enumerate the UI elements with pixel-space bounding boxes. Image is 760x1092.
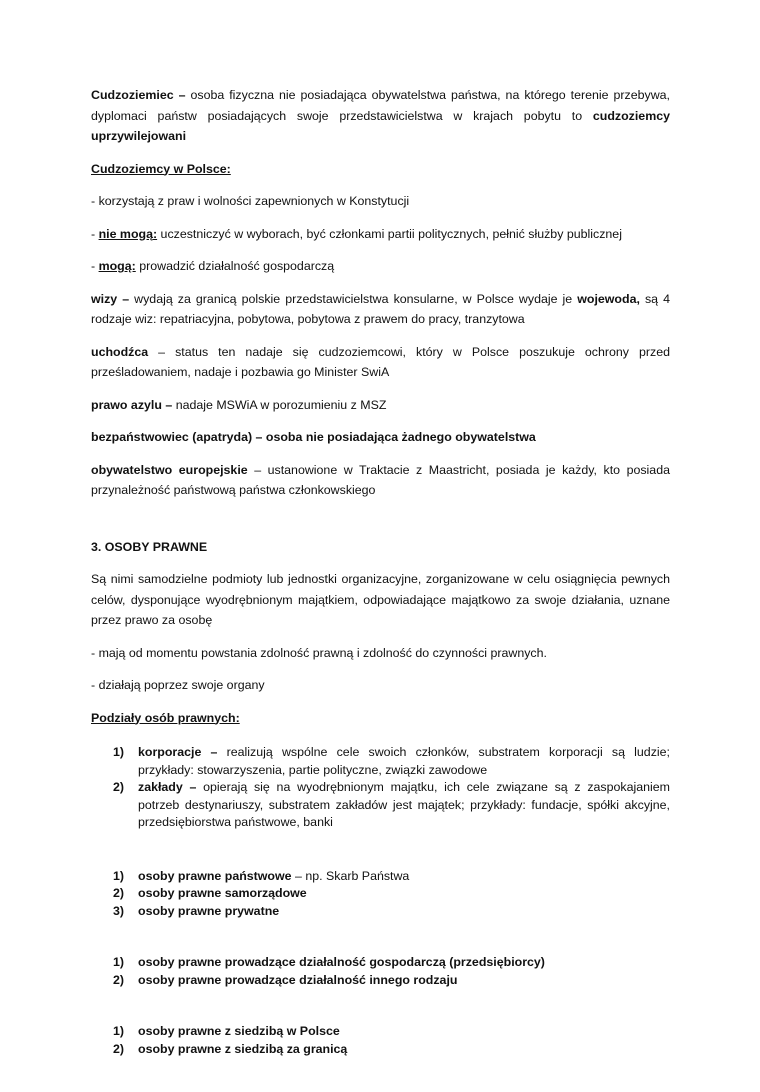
paragraph-prawo-azylu <box>91 395 670 416</box>
list-item <box>91 1041 670 1059</box>
list-item: - mają od momentu powstania zdolność prawną i zdolność do czynności prawnych. <box>91 645 547 660</box>
item-term: osoby prawne samorządowe <box>138 886 307 900</box>
list-item: - korzystają z praw i wolności zapewnionych w Konstytucji <box>91 194 410 208</box>
term-uchodzca: uchodźca <box>91 344 149 359</box>
paragraph-text: nadaje MSWiA w porozumieniu z MSZ <box>172 397 387 412</box>
paragraph-bezpanstwowiec <box>91 427 670 448</box>
item-number: 1) <box>113 745 125 759</box>
item-number: 1) <box>113 868 125 883</box>
item-term: osoby prawne prywatne <box>138 903 280 918</box>
item-term: osoby prawne prowadzące działalność innego rodzaju <box>138 972 458 987</box>
term-wizy: wizy – <box>91 291 130 306</box>
paragraph-cudzoziemiec <box>91 85 670 147</box>
list-item <box>91 885 670 903</box>
term-bezpanstwowiec: bezpaństwowiec (apatryda) – osoba nie posiadająca żadnego obywatelstwa <box>91 430 536 444</box>
dash: - <box>91 259 99 273</box>
list-item <box>91 954 670 972</box>
term-moga: mogą: <box>98 259 136 273</box>
term-wojewoda: wojewoda, <box>577 291 640 306</box>
section-title: 3. OSOBY PRAWNE <box>91 539 208 554</box>
term-cudzoziemiec: Cudzoziemiec – <box>91 88 186 102</box>
list-item <box>91 744 670 779</box>
item-text: realizują wspólne cele swoich członków, substratem korporacji są ludzie; przykłady: stowarzyszenia, partie polityczne, związki zawodowe <box>138 745 670 777</box>
paragraph-intro: Są nimi samodzielne podmioty lub jednostki organizacyjne, zorganizowane w celu osiągnięcia pewnych celów, dysponujące wyodrębnionym majątkiem, odpowiadające majątkowo za swoje działania, uznane przez prawo za osobę <box>91 572 670 627</box>
item-text: prowadzić działalność gospodarczą <box>135 259 335 273</box>
list-panstwowe-samorzadowe <box>91 868 670 921</box>
list-item <box>91 224 670 245</box>
heading-text: Podziały osób prawnych: <box>91 710 240 725</box>
item-term: zakłady – <box>138 780 197 794</box>
item-term: osoby prawne państwowe <box>138 868 292 883</box>
heading-podzialy <box>91 708 670 729</box>
paragraph-wizy <box>91 289 670 330</box>
item-text: uczestniczyć w wyborach, być członkami partii politycznych, pełnić służby publicznej <box>157 226 622 241</box>
heading-cudzoziemcy-w-polsce <box>91 159 670 180</box>
item-number: 1) <box>113 955 125 969</box>
list-item <box>91 972 670 990</box>
list-korporacje-zaklady <box>91 744 670 832</box>
list-dzialalnosc <box>91 954 670 989</box>
item-number: 2) <box>113 886 125 900</box>
paragraph-obywatelstwo <box>91 460 670 501</box>
list-item: - działają poprzez swoje organy <box>91 678 265 692</box>
dash: - <box>91 226 99 241</box>
term-nie-moga: nie mogą: <box>98 226 158 241</box>
item-text: – np. Skarb Państwa <box>291 868 410 883</box>
paragraph-uchodzca <box>91 342 670 383</box>
item-number: 2) <box>113 972 125 987</box>
item-term: korporacje – <box>138 745 218 759</box>
definition-text: osoba fizyczna nie posiadająca obywatelstwa państwa, na którego terenie przebywa, dyplomaci państw posiadających swoje przedstawicielstwa w krajach pobytu to <box>91 88 670 123</box>
paragraph-text: są 4 rodzaje wiz: repatriacyjna, pobytowa, pobytowa z prawem do pracy, tranzytowa <box>91 291 670 326</box>
list-item <box>91 903 670 921</box>
term-obywatelstwo: obywatelstwo europejskie <box>91 462 248 477</box>
paragraph-text: wydają za granicą polskie przedstawicielstwa konsularne, w Polsce wydaje je <box>129 291 578 306</box>
paragraph-text: – ustanowione w Traktacie z Maastricht, posiada je każdy, kto posiada przynależność państwową państwa członkowskiego <box>91 462 670 497</box>
document-page <box>91 85 670 1092</box>
term-prawo-azylu: prawo azylu – <box>91 397 173 412</box>
item-term: osoby prawne z siedzibą w Polsce <box>138 1024 340 1038</box>
item-number: 1) <box>113 1024 125 1038</box>
item-term: osoby prawne prowadzące działalność gospodarczą (przedsiębiorcy) <box>138 955 545 969</box>
term-uprzywilejowani: cudzoziemcy uprzywilejowani <box>91 108 670 143</box>
list-item <box>91 1023 670 1041</box>
item-number: 2) <box>113 780 125 794</box>
heading-text: Cudzoziemcy w Polsce: <box>91 161 231 176</box>
item-term: osoby prawne z siedzibą za granicą <box>138 1041 348 1056</box>
paragraph-text: – status ten nadaje się cudzoziemcowi, który w Polsce poszukuje ochrony przed prześladowaniem, nadaje i pozbawia go Minister SwiA <box>91 344 670 379</box>
item-text: opierają się na wyodrębnionym majątku, ich cele związane są z zaspokajaniem potrzeb destynariuszy, substratem zakładów jest majątek; przykłady: fundacje, spółki akcyjne, przedsiębiorstwa państwowe, banki <box>138 780 670 829</box>
list-item <box>91 868 670 886</box>
list-item <box>91 779 670 832</box>
item-number: 2) <box>113 1041 125 1056</box>
list-item <box>91 256 670 277</box>
item-number: 3) <box>113 903 125 918</box>
list-siedziba <box>91 1023 670 1058</box>
section-heading <box>91 537 670 558</box>
